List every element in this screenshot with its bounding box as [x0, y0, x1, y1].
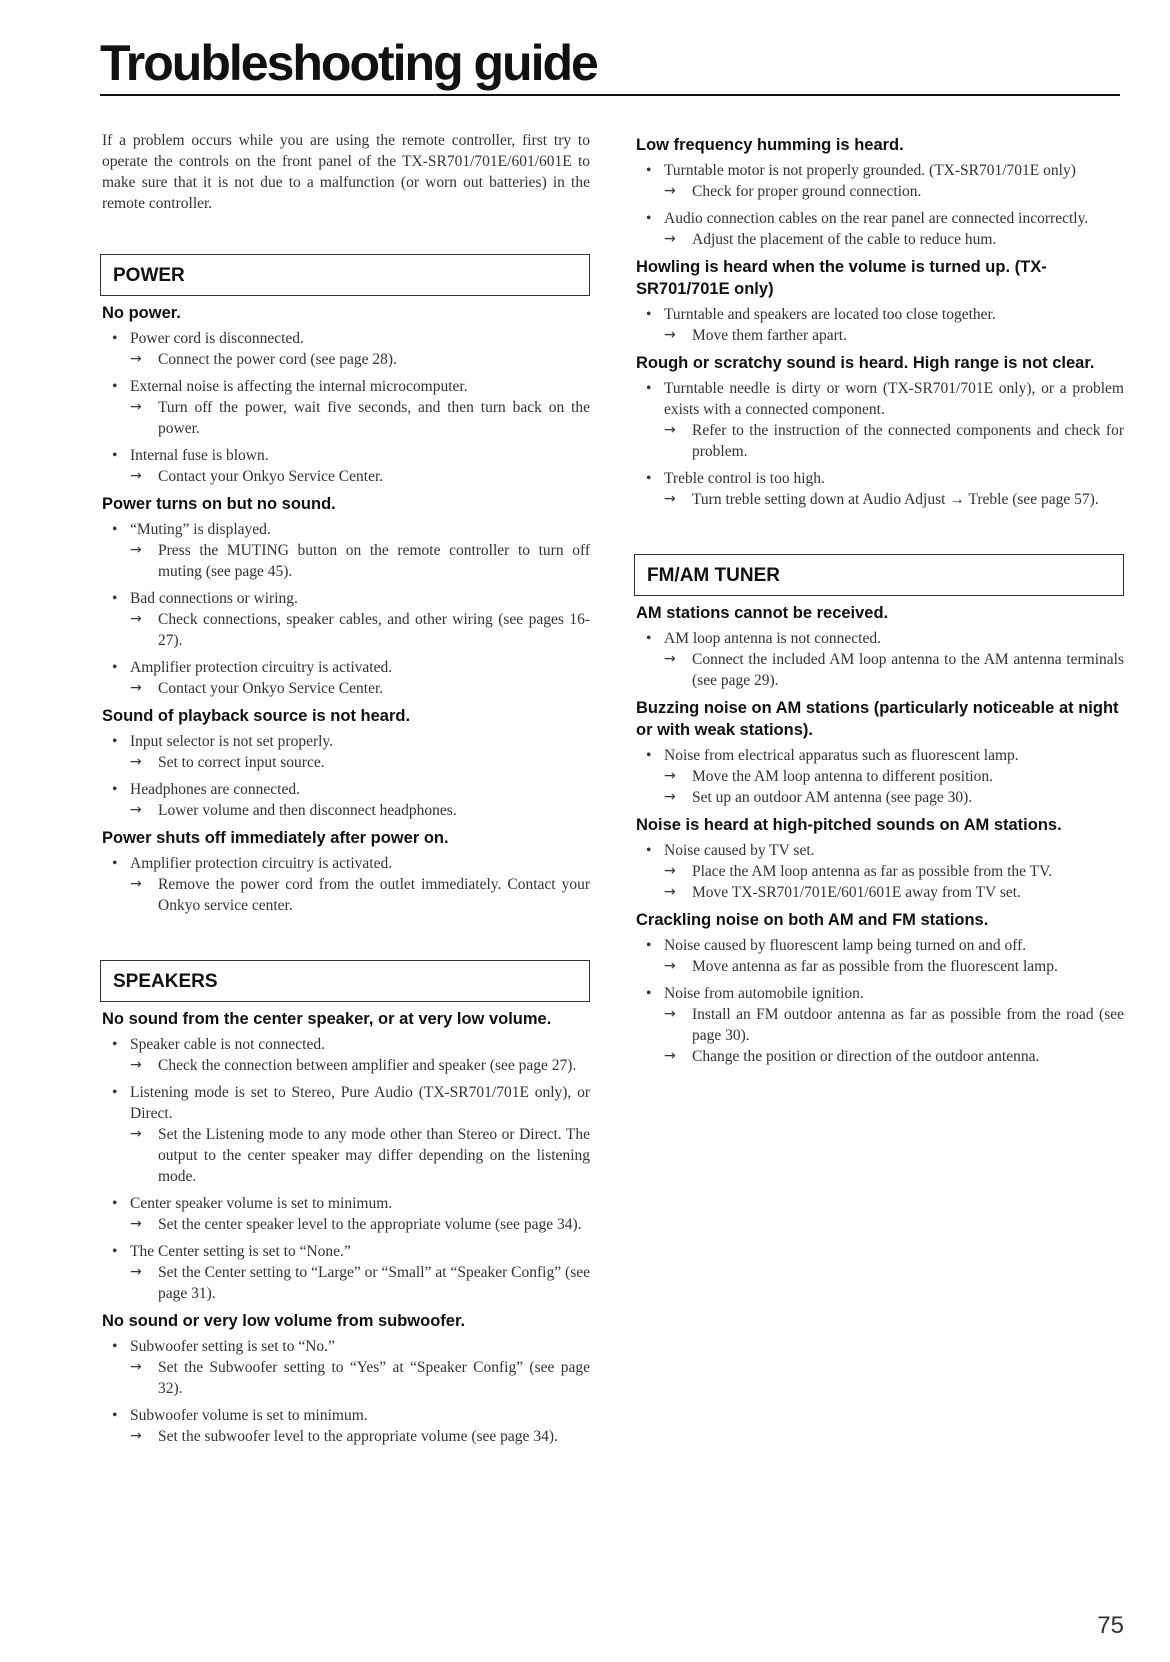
cause-text: • Input selector is not set properly.: [130, 733, 334, 750]
remedy-text: Set up an outdoor AM antenna (see page 30).: [692, 789, 973, 806]
section: [636, 516, 1124, 1067]
cause-list: [102, 1034, 590, 1304]
arrow-icon: →: [130, 542, 142, 558]
remedy-list: [130, 1262, 590, 1304]
page-title: Troubleshooting guide: [100, 35, 597, 91]
cause-text: • Amplifier protection circuitry is activated.: [130, 659, 393, 676]
remedy-text: Check connections, speaker cables, and other wiring (see pages 16-27).: [158, 611, 590, 649]
cause-text: • Center speaker volume is set to minimum.: [130, 1195, 393, 1212]
cause-item: [636, 935, 1124, 977]
section-heading: FM/AM TUNER: [634, 554, 1124, 596]
cause-text: • Noise from electrical apparatus such as fluorescent lamp.: [664, 747, 1019, 764]
remedy-item: [130, 397, 590, 439]
cause-item: [102, 1336, 590, 1399]
cause-text: • Listening mode is set to Stereo, Pure Audio (TX-SR701/701E only), or Direct.: [130, 1084, 590, 1122]
arrow-icon: →: [664, 958, 676, 974]
remedy-item: [130, 1055, 590, 1076]
remedy-text: Adjust the placement of the cable to reduce hum.: [692, 231, 997, 248]
remedy-item: [664, 489, 1124, 510]
problem-title: AM stations cannot be received.: [636, 604, 889, 622]
cause-list: [102, 519, 590, 699]
arrow-icon: →: [664, 789, 676, 805]
cause-item: [636, 983, 1124, 1067]
remedy-list: [130, 466, 590, 487]
arrow-icon: →: [130, 611, 142, 627]
remedy-text: Place the AM loop antenna as far as possible from the TV.: [692, 863, 1053, 880]
remedy-list: [130, 678, 590, 699]
remedy-item: [130, 1357, 590, 1399]
cause-text: • The Center setting is set to “None.”: [130, 1243, 351, 1260]
cause-item: [102, 445, 590, 487]
cause-item: [102, 1082, 590, 1187]
cause-text: • Subwoofer volume is set to minimum.: [130, 1407, 368, 1424]
remedy-list: [664, 489, 1124, 510]
problem-title: No power.: [102, 304, 181, 322]
remedy-list: [664, 766, 1124, 808]
problem-title: Low frequency humming is heard.: [636, 136, 904, 154]
remedy-item: [664, 787, 1124, 808]
arrow-icon: →: [664, 768, 676, 784]
cause-text: • Amplifier protection circuitry is activated.: [130, 855, 393, 872]
remedy-item: [664, 649, 1124, 691]
remedy-list: [130, 1055, 590, 1076]
arrow-icon: →: [130, 1359, 142, 1375]
remedy-text: Change the position or direction of the outdoor antenna.: [692, 1048, 1040, 1065]
remedy-item: [130, 1124, 590, 1187]
arrow-icon: →: [664, 863, 676, 879]
remedy-item: [130, 466, 590, 487]
section-heading: POWER: [100, 254, 590, 296]
remedy-list: [664, 420, 1124, 462]
arrow-icon: →: [664, 183, 676, 199]
remedy-list: [130, 349, 590, 370]
cause-text: • Speaker cable is not connected.: [130, 1036, 325, 1053]
cause-list: [636, 628, 1124, 691]
arrow-icon: →: [664, 491, 676, 507]
right-sections: [636, 134, 1124, 1067]
remedy-item: [664, 229, 1124, 250]
remedy-text: Move antenna as far as possible from the fluorescent lamp.: [692, 958, 1058, 975]
remedy-item: [664, 325, 1124, 346]
cause-item: [102, 657, 590, 699]
problem-title: Crackling noise on both AM and FM stations.: [636, 911, 989, 929]
remedy-item: [130, 874, 590, 916]
title-rule: [100, 94, 1120, 96]
arrow-icon: →: [664, 327, 676, 343]
remedy-text: Check the connection between amplifier and speaker (see page 27).: [158, 1057, 577, 1074]
remedy-list: [664, 229, 1124, 250]
cause-text: • Power cord is disconnected.: [130, 330, 304, 347]
remedy-list: [664, 956, 1124, 977]
remedy-text: Turn off the power, wait five seconds, and then turn back on the power.: [158, 399, 590, 437]
arrow-icon: →: [664, 1006, 676, 1022]
cause-list: [102, 853, 590, 916]
cause-text: • Subwoofer setting is set to “No.”: [130, 1338, 335, 1355]
remedy-text: Set to correct input source.: [158, 754, 325, 771]
cause-item: [102, 1034, 590, 1076]
cause-text: • Noise caused by fluorescent lamp being turned on and off.: [664, 937, 1027, 954]
remedy-text: Turn treble setting down at Audio Adjust → Treble (see page 57).: [692, 491, 1099, 508]
problem-title: Howling is heard when the volume is turned up. (TX-SR701/701E only): [636, 258, 1047, 298]
remedy-item: [664, 1046, 1124, 1067]
remedy-list: [664, 649, 1124, 691]
arrow-icon: →: [130, 399, 142, 415]
remedy-item: [130, 1262, 590, 1304]
cause-item: [636, 378, 1124, 462]
cause-list: [636, 840, 1124, 903]
arrow-icon: →: [664, 651, 676, 667]
remedy-item: [664, 861, 1124, 882]
arrow-icon: →: [664, 231, 676, 247]
remedy-text: Lower volume and then disconnect headphones.: [158, 802, 457, 819]
cause-item: [102, 1405, 590, 1447]
cause-text: • Bad connections or wiring.: [130, 590, 298, 607]
cause-list: [636, 304, 1124, 346]
cause-list: [102, 1336, 590, 1447]
remedy-item: [664, 882, 1124, 903]
problem-title: Sound of playback source is not heard.: [102, 707, 411, 725]
problem-title: Power shuts off immediately after power on.: [102, 829, 449, 847]
problem-title: Noise is heard at high-pitched sounds on AM stations.: [636, 816, 1062, 834]
cause-item: [102, 588, 590, 651]
arrow-icon: →: [130, 802, 142, 818]
remedy-list: [130, 397, 590, 439]
remedy-text: Refer to the instruction of the connected components and check for problem.: [692, 422, 1124, 460]
remedy-item: [664, 181, 1124, 202]
remedy-list: [130, 540, 590, 582]
remedy-text: Connect the power cord (see page 28).: [158, 351, 397, 368]
problem-title: No sound or very low volume from subwoofer.: [102, 1312, 466, 1330]
cause-item: [102, 376, 590, 439]
cause-text: • Noise caused by TV set.: [664, 842, 815, 859]
cause-list: [636, 160, 1124, 250]
cause-list: [102, 328, 590, 487]
remedy-text: Remove the power cord from the outlet immediately. Contact your Onkyo service center.: [158, 876, 590, 914]
cause-item: [102, 519, 590, 582]
arrow-icon: →: [130, 1264, 142, 1280]
remedy-list: [130, 752, 590, 773]
arrow-icon: →: [130, 351, 142, 367]
remedy-text: Connect the included AM loop antenna to the AM antenna terminals (see page 29).: [692, 651, 1124, 689]
cause-item: [102, 328, 590, 370]
remedy-text: Install an FM outdoor antenna as far as possible from the road (see page 30).: [692, 1006, 1124, 1044]
remedy-list: [130, 1426, 590, 1447]
section: [102, 922, 590, 1447]
arrow-icon: →: [664, 422, 676, 438]
remedy-text: Press the MUTING button on the remote controller to turn off muting (see page 45).: [158, 542, 590, 580]
remedy-item: [664, 766, 1124, 787]
cause-item: [636, 628, 1124, 691]
remedy-item: [130, 540, 590, 582]
remedy-text: Set the center speaker level to the appropriate volume (see page 34).: [158, 1216, 582, 1233]
remedy-list: [130, 800, 590, 821]
cause-item: [102, 853, 590, 916]
remedy-list: [664, 325, 1124, 346]
cause-list: [636, 935, 1124, 1067]
cause-item: [636, 304, 1124, 346]
cause-item: [636, 208, 1124, 250]
remedy-item: [130, 800, 590, 821]
remedy-item: [130, 349, 590, 370]
left-sections: [102, 254, 590, 1447]
section: [636, 134, 1124, 510]
cause-text: • Turntable needle is dirty or worn (TX-SR701/701E only), or a problem exists with a connected component.: [664, 380, 1124, 418]
cause-list: [102, 731, 590, 821]
remedy-list: [130, 874, 590, 916]
cause-text: • AM loop antenna is not connected.: [664, 630, 881, 647]
remedy-text: Check for proper ground connection.: [692, 183, 922, 200]
cause-text: • Internal fuse is blown.: [130, 447, 269, 464]
remedy-item: [664, 420, 1124, 462]
arrow-icon: →: [130, 1428, 142, 1444]
remedy-text: Contact your Onkyo Service Center.: [158, 680, 384, 697]
remedy-list: [664, 861, 1124, 903]
arrow-icon: →: [130, 876, 142, 892]
remedy-list: [130, 609, 590, 651]
cause-item: [102, 1193, 590, 1235]
arrow-icon: →: [130, 680, 142, 696]
cause-item: [636, 745, 1124, 808]
section-spacer: [636, 516, 1124, 554]
cause-item: [102, 779, 590, 821]
remedy-text: Set the Listening mode to any mode other than Stereo or Direct. The output to the center speaker may differ depending on the listening mode.: [158, 1126, 590, 1185]
cause-item: [636, 840, 1124, 903]
remedy-item: [130, 678, 590, 699]
problem-title: Buzzing noise on AM stations (particularly noticeable at night or with weak stations).: [636, 699, 1119, 739]
remedy-item: [664, 956, 1124, 977]
arrow-icon: →: [130, 754, 142, 770]
cause-text: • Noise from automobile ignition.: [664, 985, 864, 1002]
remedy-text: Contact your Onkyo Service Center.: [158, 468, 384, 485]
problem-title: Rough or scratchy sound is heard. High range is not clear.: [636, 354, 1095, 372]
remedy-list: [664, 1004, 1124, 1067]
cause-text: • Treble control is too high.: [664, 470, 825, 487]
cause-item: [636, 468, 1124, 510]
cause-text: • Headphones are connected.: [130, 781, 300, 798]
cause-text: • External noise is affecting the internal microcomputer.: [130, 378, 468, 395]
remedy-text: Set the subwoofer level to the appropriate volume (see page 34).: [158, 1428, 558, 1445]
cause-item: [636, 160, 1124, 202]
remedy-text: Set the Center setting to “Large” or “Small” at “Speaker Config” (see page 31).: [158, 1264, 590, 1302]
arrow-icon: →: [130, 468, 142, 484]
remedy-item: [130, 1426, 590, 1447]
problem-title: No sound from the center speaker, or at very low volume.: [102, 1010, 552, 1028]
remedy-item: [664, 1004, 1124, 1046]
remedy-list: [130, 1357, 590, 1399]
remedy-item: [130, 609, 590, 651]
arrow-icon: →: [130, 1216, 142, 1232]
remedy-text: Set the Subwoofer setting to “Yes” at “Speaker Config” (see page 32).: [158, 1359, 590, 1397]
cause-item: [102, 1241, 590, 1304]
right-column: [636, 130, 1124, 1073]
cause-list: [636, 745, 1124, 808]
arrow-icon: →: [130, 1126, 142, 1142]
page-number: 75: [1097, 1612, 1124, 1639]
remedy-list: [130, 1124, 590, 1187]
intro-paragraph: If a problem occurs while you are using the remote controller, first try to operate the controls on the front panel of the TX-SR701/701E/601/601E to make sure that it is not due to a malfunction (or worn out batteries) in the remote controller.: [102, 132, 590, 212]
arrow-icon: →: [664, 884, 676, 900]
remedy-text: Move them farther apart.: [692, 327, 847, 344]
section-spacer: [102, 922, 590, 960]
cause-text: • Turntable and speakers are located too close together.: [664, 306, 996, 323]
left-column: [102, 130, 590, 1453]
remedy-item: [130, 1214, 590, 1235]
remedy-item: [130, 752, 590, 773]
arrow-icon: →: [130, 1057, 142, 1073]
remedy-list: [130, 1214, 590, 1235]
cause-list: [636, 378, 1124, 510]
remedy-text: Move TX-SR701/701E/601/601E away from TV set.: [692, 884, 1021, 901]
section: [102, 254, 590, 916]
remedy-list: [664, 181, 1124, 202]
section-heading: SPEAKERS: [100, 960, 590, 1002]
remedy-text: Move the AM loop antenna to different position.: [692, 768, 994, 785]
problem-title: Power turns on but no sound.: [102, 495, 336, 513]
cause-text: • Audio connection cables on the rear panel are connected incorrectly.: [664, 210, 1089, 227]
cause-item: [102, 731, 590, 773]
arrow-icon: →: [664, 1048, 676, 1064]
cause-text: • Turntable motor is not properly grounded. (TX-SR701/701E only): [664, 162, 1076, 179]
cause-text: • “Muting” is displayed.: [130, 521, 271, 538]
